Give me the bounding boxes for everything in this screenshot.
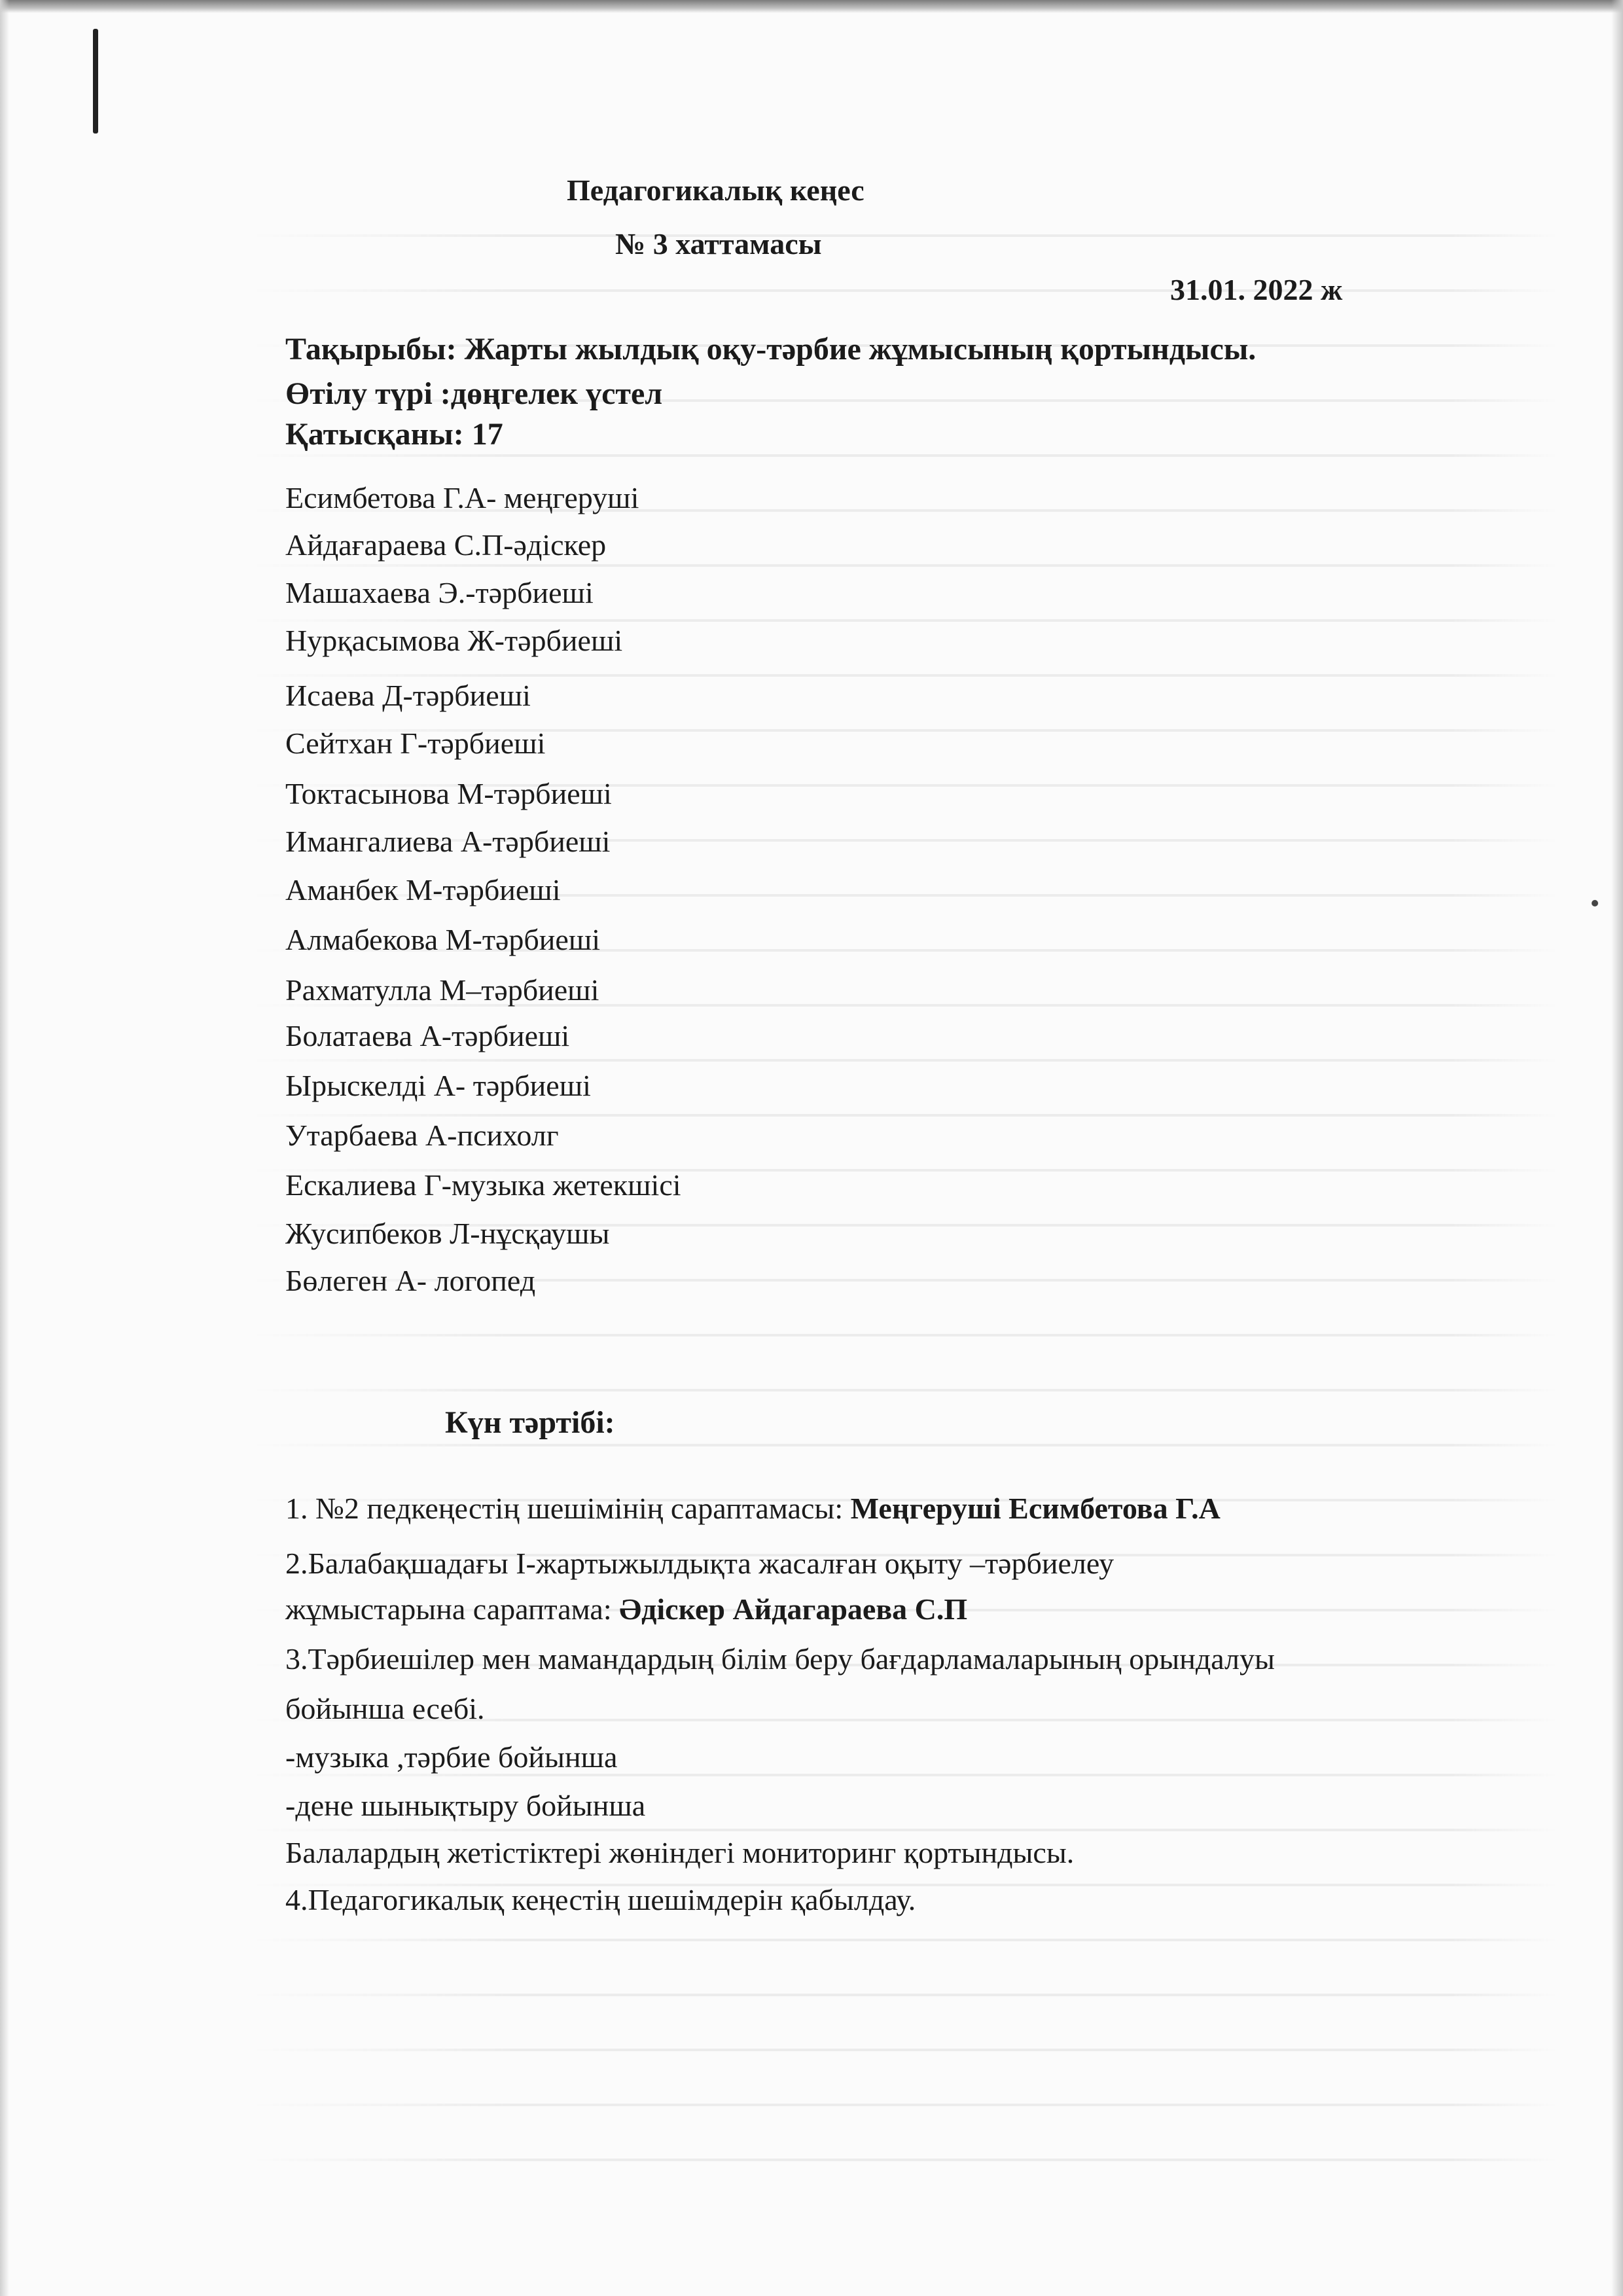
participant-item: Айдағараева С.П-әдіскер [285,528,607,562]
agenda-item-1 [285,1494,1221,1524]
agenda-item-3-line-2: бойынша есебі. [285,1692,485,1725]
attendance-line [285,419,503,450]
scan-speck [1592,900,1598,906]
topic-value: Жарты жылдық оқу-тәрбие жұмысының қортындысы. [464,332,1257,367]
format-line [285,378,662,410]
participant-item: Аманбек М-тәрбиеші [285,873,561,906]
agenda-item-2-line-1: 2.Балабақшадағы І-жартыжылдықта жасалған оқыту –тәрбиелеу [285,1547,1115,1580]
attendance-value: 17 [471,417,503,452]
document-title: Педагогикалық кеңес [567,173,865,207]
agenda-item-2-responsible: Әдіскер Айдагараева С.П [619,1592,968,1626]
topic-label: Тақырыбы: [285,332,457,367]
participant-item: Ескалиева Г-музыка жетекшісі [285,1168,681,1202]
participant-item: Бөлеген А- логопед [285,1264,536,1297]
agenda-heading: Күн тәртібі: [445,1405,615,1440]
participant-item: Утарбаева А-психолг [285,1119,559,1152]
format-label: Өтілу түрі : [285,376,451,411]
participant-item: Болатаева А-тәрбиеші [285,1019,570,1052]
format-value: дөңгелек үстел [450,376,663,411]
participant-item: Алмабекова М-тәрбиеші [285,923,601,956]
participant-item: Нурқасымова Ж-тәрбиеші [285,624,623,657]
scan-edge-left [0,0,9,2296]
participant-item: Машахаева Э.-тәрбиеші [285,576,594,609]
agenda-item-2-line-2 [285,1594,967,1624]
participant-item: Исаева Д-тәрбиеші [285,679,531,712]
protocol-number: № 3 хаттамасы [615,227,822,260]
participant-item: Ырыскелді А- тәрбиеші [285,1069,591,1102]
binder-mark [93,29,98,134]
agenda-item-1-responsible: Меңгеруші Есимбетова Г.А [850,1492,1221,1525]
participant-item: Токтасынова М-тәрбиеші [285,777,612,810]
agenda-item-1-text: 1. №2 педкеңестің шешімінің сараптамасы: [285,1492,851,1525]
scan-edge-right [1611,0,1623,2296]
agenda-item-3-line-1: 3.Тәрбиешілер мен мамандардың білім беру бағдарламаларының орындалуы [285,1642,1275,1676]
participant-item: Жусипбеков Л-нұсқаушы [285,1217,610,1250]
agenda-item-3-line-5: Балалардың жетістіктері жөніндегі мониторинг қортындысы. [285,1836,1075,1869]
agenda-item-3-sub-1: -музыка ,тәрбие бойынша [285,1740,618,1774]
topic-line [285,334,1256,365]
document-date: 31.01. 2022 ж [1170,273,1343,306]
agenda-item-2-text: жұмыстарына сараптама: [285,1592,620,1626]
participant-item: Имангалиева А-тәрбиеші [285,825,611,858]
participant-item: Есимбетова Г.А- меңгеруші [285,481,639,514]
agenda-item-4: 4.Педагогикалық кеңестің шешімдерін қабылдау. [285,1883,916,1916]
agenda-item-3-sub-2: -дене шынықтыру бойынша [285,1789,646,1822]
scan-edge-top [0,0,1623,13]
attendance-label: Қатысқаны: [285,417,464,452]
participant-item: Рахматулла М–тәрбиеші [285,973,599,1007]
participant-item: Сейтхан Г-тәрбиеші [285,726,546,760]
